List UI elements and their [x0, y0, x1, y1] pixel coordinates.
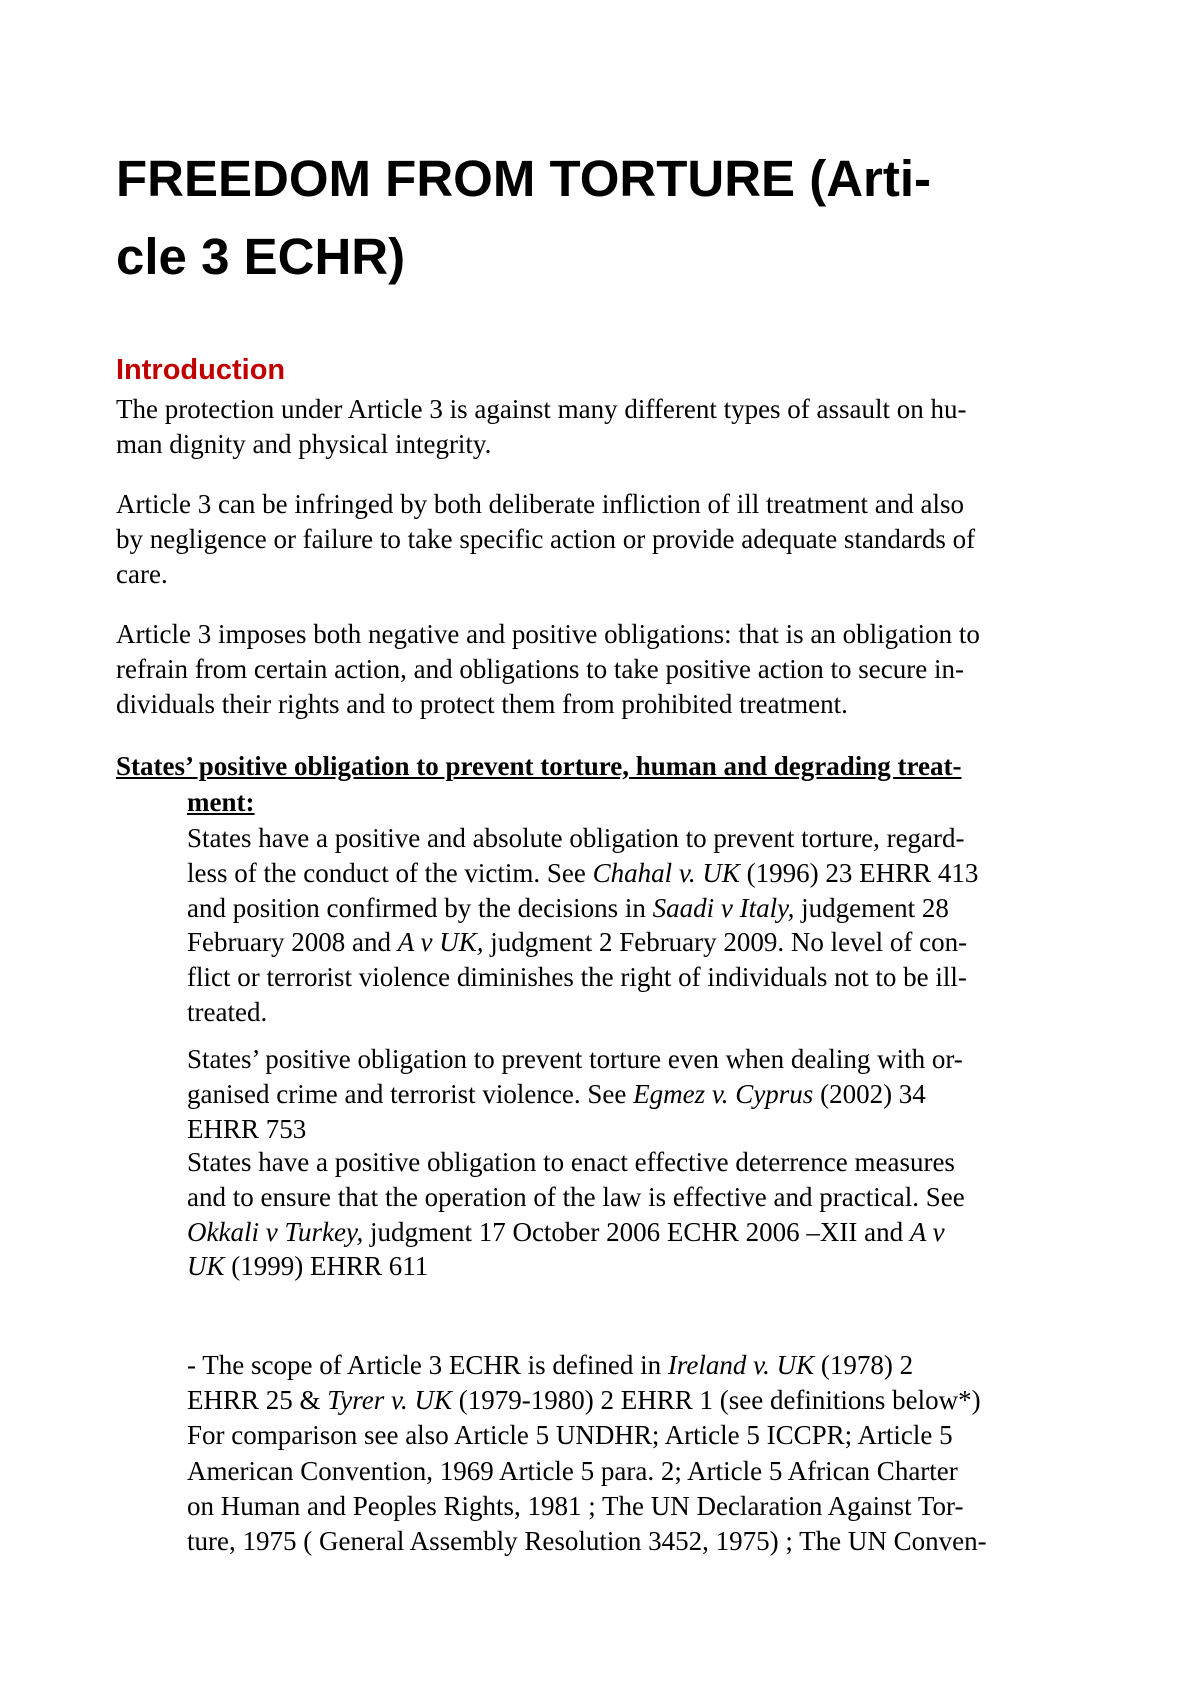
introduction-paragraph-3: [116, 617, 980, 721]
text-line: ture, 1975 ( General Assembly Resolution 3452, 1975) ; The UN Conven-: [187, 1526, 987, 1557]
text-line: States have a positive obligation to enact effective deterrence measures: [187, 1147, 955, 1177]
case-name: A v: [909, 1216, 945, 1247]
obligation-item-deterrence: [187, 1145, 965, 1284]
text-line: The protection under Article 3 is against many different types of assault on hu-: [116, 394, 967, 424]
case-name: Egmez v. Cyprus: [633, 1078, 814, 1109]
introduction-paragraph-2: [116, 487, 975, 591]
case-name: Okkali v Turkey,: [187, 1216, 364, 1247]
text-line: - The scope of Article 3 ECHR is defined in Ireland v. UK (1978) 2: [187, 1350, 914, 1380]
introduction-heading: Introduction: [116, 354, 286, 386]
text-line: EHRR 25 & Tyrer v. UK (1979-1980) 2 EHRR 1 (see definitions below*): [187, 1385, 981, 1416]
text-line: flict or terrorist violence diminishes the right of individuals not to be ill-: [187, 962, 967, 993]
text-line: EHRR 753: [187, 1113, 307, 1144]
text-line: care.: [116, 558, 168, 589]
text-line: Article 3 imposes both negative and positive obligations: that is an obligation to: [116, 619, 980, 649]
obligation-item-absolute: [187, 821, 978, 1030]
text-line: on Human and Peoples Rights, 1981 ; The UN Declaration Against Tor-: [187, 1490, 964, 1521]
text-line: and position confirmed by the decisions in Saadi v Italy, judgement 28: [187, 892, 949, 923]
case-name: Tyrer v. UK: [327, 1385, 452, 1416]
text-line: Okkali v Turkey, judgment 17 October 2006 ECHR 2006 –XII and A v: [187, 1216, 945, 1247]
heading-line: ment:: [187, 787, 255, 817]
text-line: less of the conduct of the victim. See Chahal v. UK (1996) 23 EHRR 413: [187, 857, 979, 888]
text-line: dividuals their rights and to protect them from prohibited treatment.: [116, 688, 848, 719]
document-title: [116, 140, 1106, 296]
case-name: Chahal v. UK: [592, 857, 740, 888]
introduction-paragraph-1: [116, 392, 967, 462]
case-name: Ireland v. UK: [667, 1350, 815, 1380]
text-line: and to ensure that the operation of the law is effective and practical. See: [187, 1181, 965, 1212]
text-line: Article 3 can be infringed by both deliberate infliction of ill treatment and also: [116, 489, 964, 519]
title-line: cle 3 ECHR): [116, 228, 406, 285]
heading-line: States’ positive obligation to prevent torture, human and degrading treat-: [116, 751, 962, 781]
text-line: American Convention, 1969 Article 5 para. 2; Article 5 African Charter: [187, 1455, 958, 1486]
positive-obligation-heading: [116, 748, 962, 820]
text-line: UK (1999) EHRR 611: [187, 1251, 429, 1282]
scope-paragraph: [187, 1348, 987, 1559]
obligation-item-organised-crime: [187, 1042, 963, 1146]
text-line: States have a positive and absolute obligation to prevent torture, regard-: [187, 823, 965, 853]
text-line: For comparison see also Article 5 UNDHR; Article 5 ICCPR; Article 5: [187, 1420, 953, 1451]
text-line: man dignity and physical integrity.: [116, 428, 492, 459]
text-line: February 2008 and A v UK, judgment 2 February 2009. No level of con-: [187, 927, 968, 958]
text-line: ganised crime and terrorist violence. See Egmez v. Cyprus (2002) 34: [187, 1078, 926, 1109]
text-line: States’ positive obligation to prevent torture even when dealing with or-: [187, 1044, 963, 1074]
title-line: FREEDOM FROM TORTURE (Arti-: [116, 150, 932, 207]
case-name: Saadi v Italy,: [652, 892, 795, 923]
case-name: UK: [187, 1251, 225, 1282]
text-line: refrain from certain action, and obligations to take positive action to secure in-: [116, 653, 964, 684]
text-line: treated.: [187, 996, 268, 1027]
case-name: A v UK,: [397, 927, 484, 958]
text-line: by negligence or failure to take specific action or provide adequate standards of: [116, 523, 976, 554]
